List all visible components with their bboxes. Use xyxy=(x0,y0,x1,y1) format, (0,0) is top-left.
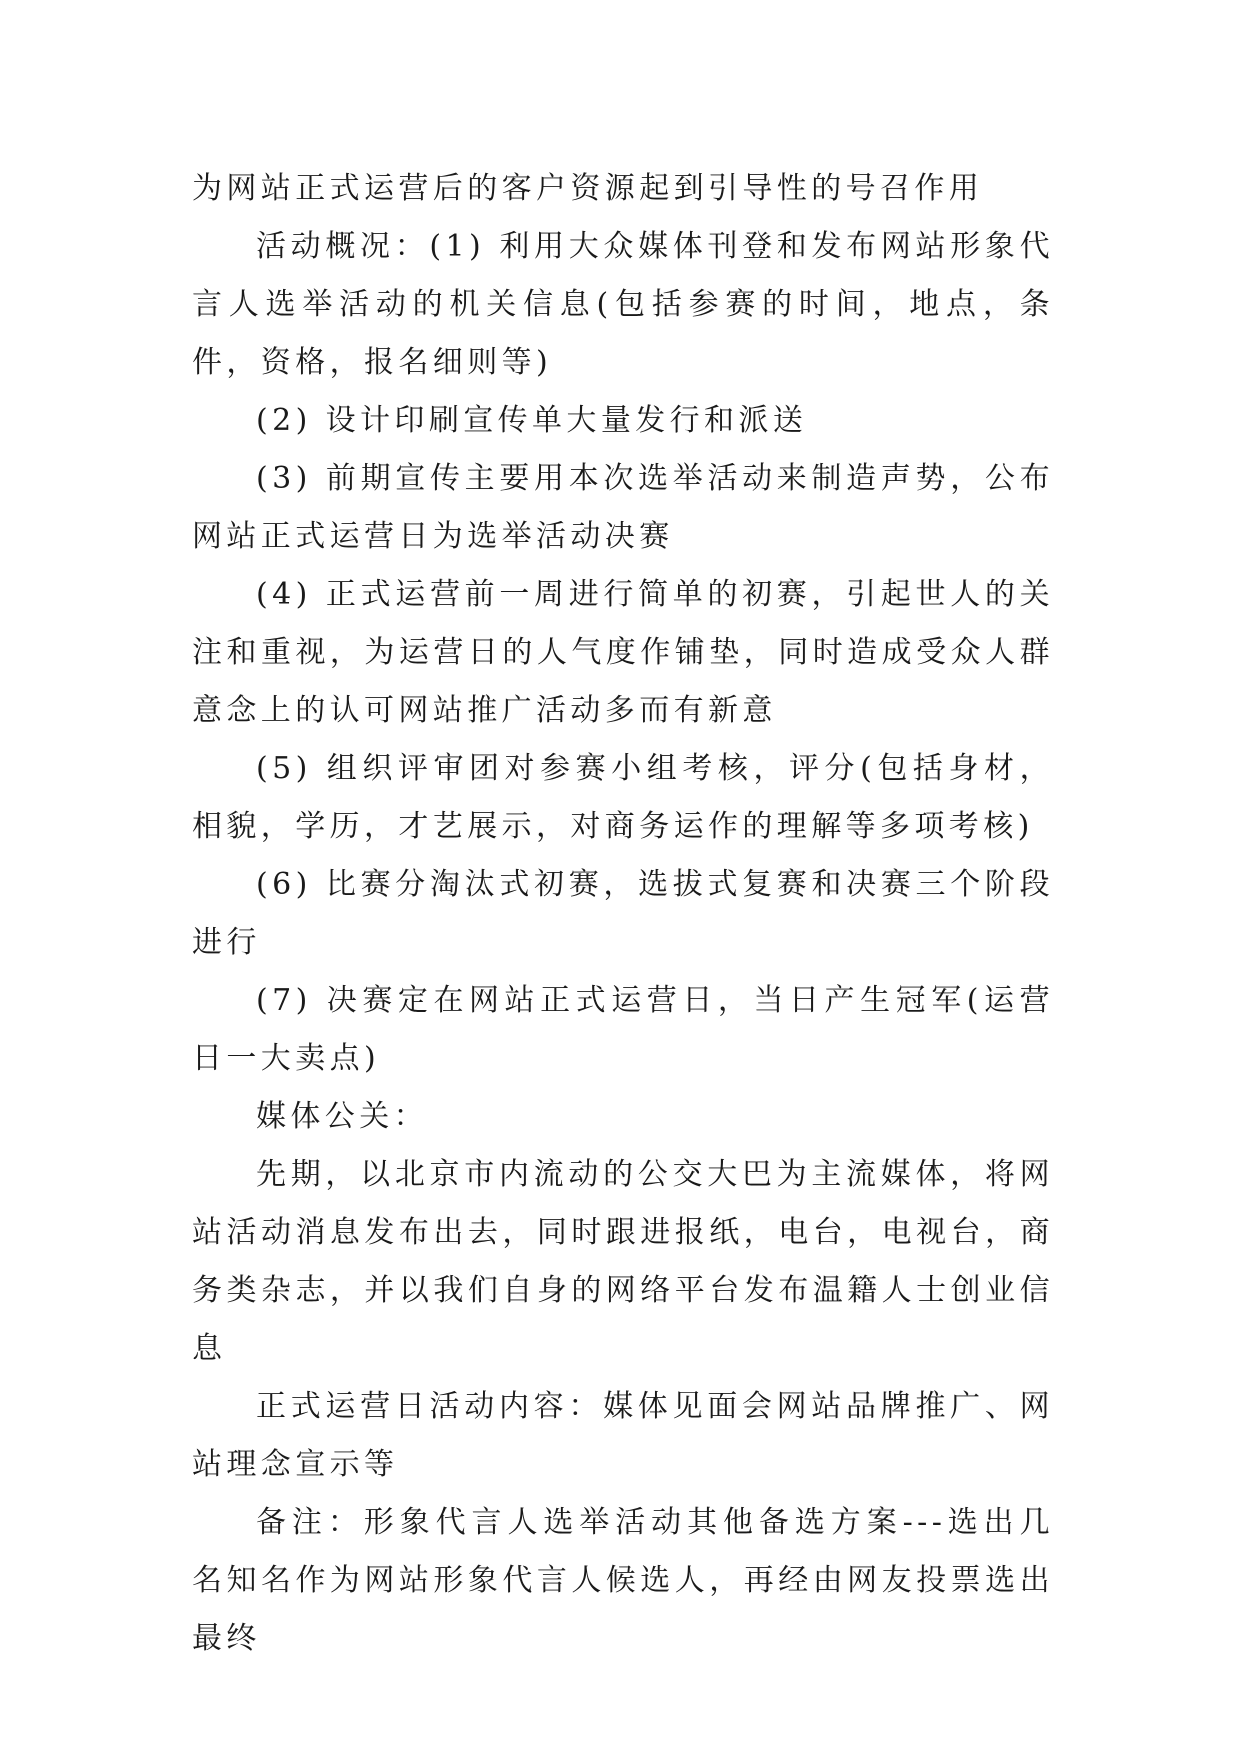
paragraph-intro-continuation: 为网站正式运营后的客户资源起到引导性的号召作用 xyxy=(192,171,984,206)
paragraph-item-5: (5) 组织评审团对参赛小组考核，评分(包括身材，相貌，学历，才艺展示，对商务运作的理解等多项考核) xyxy=(192,751,1054,844)
paragraph-item-3: (3) 前期宣传主要用本次选举活动来制造声势，公布网站正式运营日为选举活动决赛 xyxy=(192,461,1054,554)
document-page xyxy=(192,160,1054,1668)
paragraph-item-2: (2) 设计印刷宣传单大量发行和派送 xyxy=(256,403,808,438)
paragraph-item-7: (7) 决赛定在网站正式运营日，当日产生冠军(运营日一大卖点) xyxy=(192,983,1054,1076)
paragraph-item-6: (6) 比赛分淘汰式初赛，选拔式复赛和决赛三个阶段进行 xyxy=(192,867,1054,960)
paragraph-launch-day-content: 正式运营日活动内容：媒体见面会网站品牌推广、网站理念宣示等 xyxy=(192,1389,1054,1482)
paragraph-remarks: 备注：形象代言人选举活动其他备选方案---选出几名知名作为网站形象代言人候选人，再经由网友投票选出最终 xyxy=(192,1505,1054,1656)
paragraph-item-4: (4) 正式运营前一周进行简单的初赛，引起世人的关注和重视，为运营日的人气度作铺垫，同时造成受众人群意念上的认可网站推广活动多而有新意 xyxy=(192,577,1054,728)
paragraph-media-pr-early: 先期，以北京市内流动的公交大巴为主流媒体，将网站活动消息发布出去，同时跟进报纸，电台，电视台，商务类杂志，并以我们自身的网络平台发布温籍人士创业信息 xyxy=(192,1157,1054,1366)
paragraph-media-pr-heading: 媒体公关： xyxy=(256,1099,428,1134)
paragraph-activity-overview: 活动概况：(1) 利用大众媒体刊登和发布网站形象代言人选举活动的机关信息(包括参赛的时间，地点，条件，资格，报名细则等) xyxy=(192,229,1054,380)
